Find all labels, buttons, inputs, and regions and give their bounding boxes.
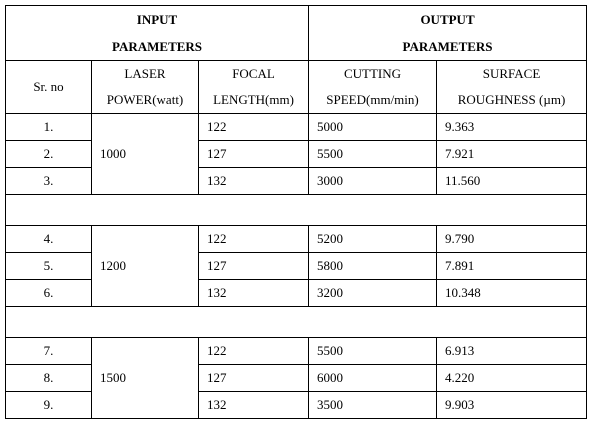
sr-no-cell: 7. <box>6 338 92 365</box>
laser-power-cell: 1000 <box>92 114 199 195</box>
input-parameters-header: INPUT PARAMETERS <box>6 6 309 61</box>
focal-length-cell: 132 <box>199 280 309 307</box>
sr-no-cell: 1. <box>6 114 92 141</box>
table-row <box>6 226 587 253</box>
surface-roughness-cell: 9.790 <box>437 226 587 253</box>
group-separator-row <box>6 307 587 338</box>
laser-power-header: LASER POWER(watt) <box>92 61 199 114</box>
cutting-speed-cell: 5000 <box>309 114 437 141</box>
cutting-speed-cell: 3200 <box>309 280 437 307</box>
cutting-speed-cell: 6000 <box>309 365 437 392</box>
cutting-speed-cell: 5500 <box>309 338 437 365</box>
surface-roughness-cell: 9.363 <box>437 114 587 141</box>
cutting-speed-cell: 5200 <box>309 226 437 253</box>
parameters-table <box>5 5 587 419</box>
focal-length-cell: 127 <box>199 141 309 168</box>
focal-length-cell: 132 <box>199 392 309 419</box>
surface-roughness-cell: 6.913 <box>437 338 587 365</box>
surface-roughness-cell: 10.348 <box>437 280 587 307</box>
table-row <box>6 338 587 365</box>
focal-length-cell: 122 <box>199 338 309 365</box>
laser-power-cell: 1500 <box>92 338 199 419</box>
output-parameters-header: OUTPUT PARAMETERS <box>309 6 587 61</box>
focal-length-cell: 132 <box>199 168 309 195</box>
sr-no-cell: 5. <box>6 253 92 280</box>
surface-roughness-cell: 4.220 <box>437 365 587 392</box>
focal-length-cell: 127 <box>199 253 309 280</box>
laser-power-cell: 1200 <box>92 226 199 307</box>
cutting-speed-header: CUTTING SPEED(mm/min) <box>309 61 437 114</box>
sr-no-cell: 2. <box>6 141 92 168</box>
surface-roughness-cell: 7.921 <box>437 141 587 168</box>
sr-no-cell: 9. <box>6 392 92 419</box>
surface-roughness-cell: 9.903 <box>437 392 587 419</box>
sr-no-cell: 4. <box>6 226 92 253</box>
table-row <box>6 114 587 141</box>
surface-roughness-cell: 11.560 <box>437 168 587 195</box>
cutting-speed-cell: 5800 <box>309 253 437 280</box>
cutting-speed-cell: 3500 <box>309 392 437 419</box>
sr-no-cell: 3. <box>6 168 92 195</box>
focal-length-cell: 122 <box>199 226 309 253</box>
focal-length-cell: 127 <box>199 365 309 392</box>
sr-no-header: Sr. no <box>6 61 92 114</box>
cutting-speed-cell: 3000 <box>309 168 437 195</box>
separator-cell <box>6 195 587 226</box>
sr-no-cell: 8. <box>6 365 92 392</box>
focal-length-cell: 122 <box>199 114 309 141</box>
group-separator-row <box>6 195 587 226</box>
sr-no-cell: 6. <box>6 280 92 307</box>
surface-roughness-header: SURFACE ROUGHNESS (µm) <box>437 61 587 114</box>
focal-length-header: FOCAL LENGTH(mm) <box>199 61 309 114</box>
separator-cell <box>6 307 587 338</box>
cutting-speed-cell: 5500 <box>309 141 437 168</box>
surface-roughness-cell: 7.891 <box>437 253 587 280</box>
